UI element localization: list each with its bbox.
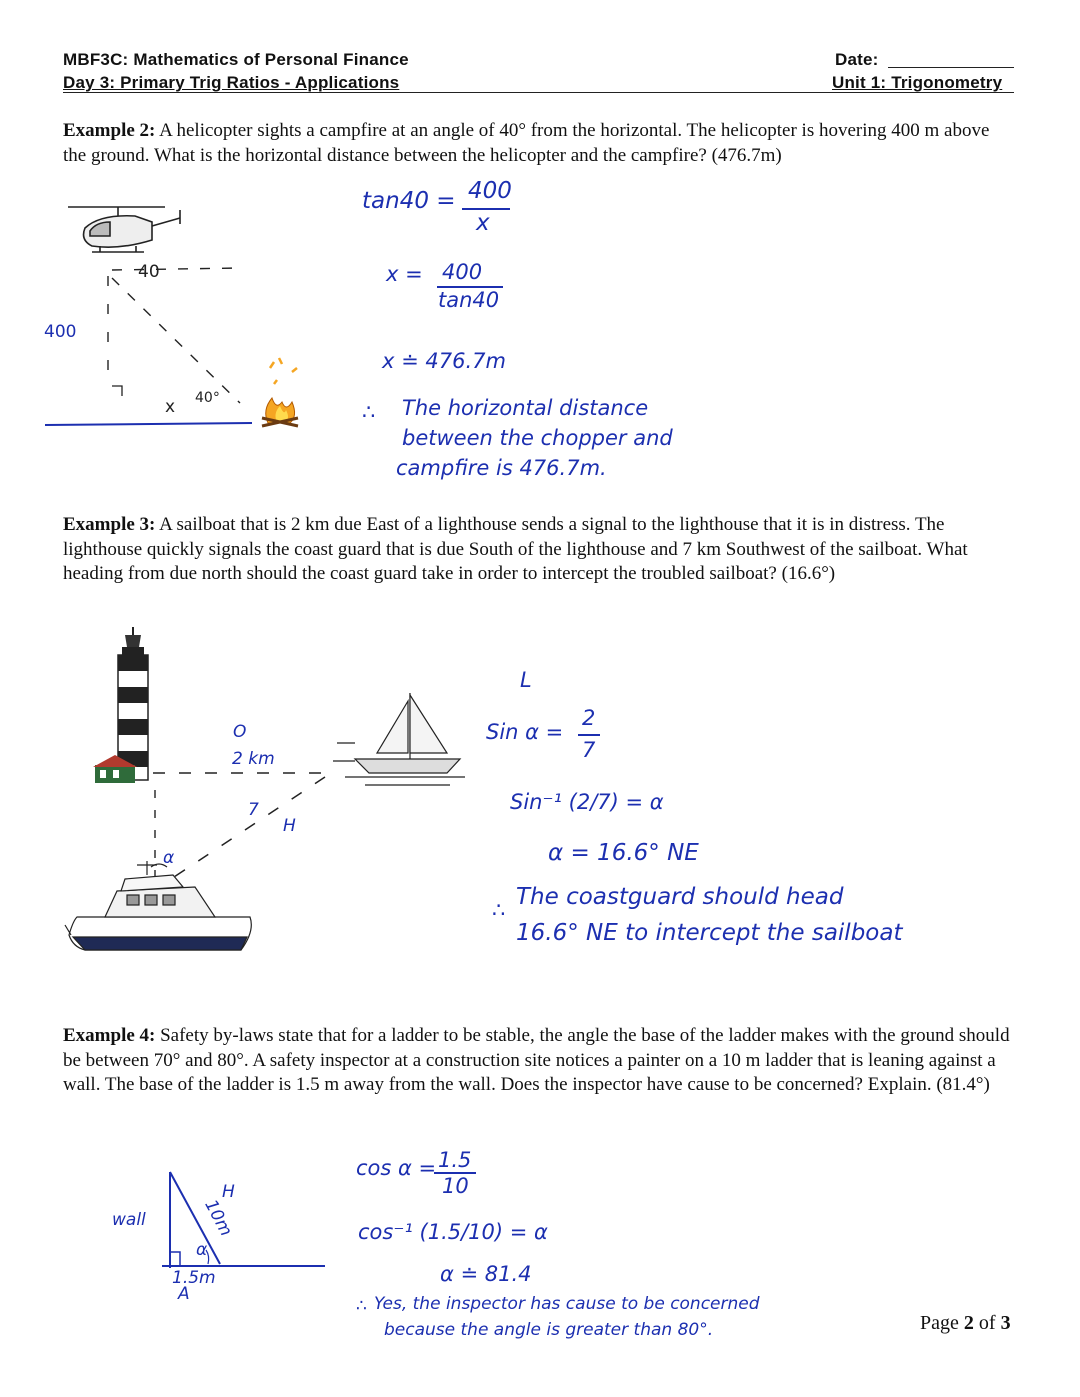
x-label: x bbox=[165, 397, 176, 417]
sailboat-icon bbox=[333, 693, 465, 785]
ex2-result: x ≐ 476.7m bbox=[382, 349, 506, 373]
height-label: 400 bbox=[44, 322, 77, 342]
page-total: 3 bbox=[1000, 1312, 1011, 1334]
ex3-therefore: ∴ bbox=[492, 898, 506, 922]
ex4-result: α ≐ 81.4 bbox=[440, 1262, 532, 1286]
ex2-therefore: ∴ bbox=[362, 400, 376, 424]
ex2-conclusion-2: between the chopper and bbox=[402, 426, 673, 450]
ex4-base-label: 1.5m bbox=[172, 1268, 216, 1288]
ex2-x-num: 400 bbox=[442, 260, 483, 284]
ex3-distance-label: 2 km bbox=[232, 749, 275, 769]
ex3-inverse: Sin⁻¹ (2/7) = α bbox=[510, 790, 664, 814]
ex2-conclusion-1: The horizontal distance bbox=[402, 396, 649, 420]
ground-line bbox=[45, 423, 252, 425]
ex3-l-marker: L bbox=[520, 668, 532, 692]
example4-prompt bbox=[63, 1024, 1013, 1098]
ex3-sin-num: 2 bbox=[582, 706, 596, 730]
ex4-cos-num: 1.5 bbox=[438, 1148, 472, 1172]
ex2-tan-den: x bbox=[476, 210, 490, 236]
ex4-inverse: cos⁻¹ (1.5/10) = α bbox=[358, 1220, 548, 1244]
helicopter-diagram bbox=[40, 188, 370, 448]
ex3-result: α = 16.6° NE bbox=[548, 840, 699, 866]
ex2-x-left: x = bbox=[386, 262, 423, 286]
lighthouse-icon bbox=[93, 627, 148, 783]
ex4-conclusion-1: Yes, the inspector has cause to be concerned bbox=[374, 1294, 760, 1314]
ex3-hyp-label: 7 bbox=[248, 800, 259, 820]
course-title: MBF3C: Mathematics of Personal Finance bbox=[63, 50, 409, 69]
hypotenuse-dash-line bbox=[165, 777, 325, 883]
page-current: 2 bbox=[963, 1312, 974, 1334]
ex2-x-den: tan40 bbox=[438, 288, 500, 312]
ex2-conclusion-3: campfire is 476.7m. bbox=[396, 456, 607, 480]
ex3-sin-den: 7 bbox=[582, 738, 596, 762]
lesson-title: Day 3: Primary Trig Ratios - Applications bbox=[63, 73, 400, 92]
date-label: Date: bbox=[835, 50, 879, 69]
coastguard-boat-icon bbox=[65, 861, 251, 950]
example3-text: A sailboat that is 2 km due East of a lighthouse sends a signal to the lighthouse that it is in distress. The lighthouse quickly signals the coast guard that is due South of the lighthouse and 7 km Southwest of the sailboat. What heading from due north should the coast guard take in order to intercept the troubled sailboat? (16.6°) bbox=[63, 514, 968, 584]
ex3-conclusion-2: 16.6° NE to intercept the sailboat bbox=[516, 920, 903, 946]
ex3-conclusion-1: The coastguard should head bbox=[516, 884, 844, 910]
example2-prompt bbox=[63, 119, 1013, 168]
helicopter-icon bbox=[68, 207, 180, 252]
ex2-tan-left: tan40 = bbox=[362, 188, 456, 214]
date-blank-line bbox=[888, 67, 1014, 68]
unit-title: Unit 1: Trigonometry bbox=[832, 73, 1003, 92]
example2-label: Example 2: bbox=[63, 120, 156, 141]
angle-of-depression-line bbox=[112, 268, 240, 403]
example3-label: Example 3: bbox=[63, 514, 156, 535]
header-rule bbox=[63, 92, 1014, 93]
example2-text: A helicopter sights a campfire at an angle of 40° from the horizontal. The helicopter is hovering 400 m above the ground. What is the horizontal distance between the helicopter and the campfire? (476.7m) bbox=[63, 120, 990, 166]
lighthouse-diagram bbox=[55, 625, 475, 970]
ex4-cos-den: 10 bbox=[442, 1174, 469, 1198]
ex4-conclusion-2: because the angle is greater than 80°. bbox=[384, 1320, 714, 1340]
ladder-length-label: 10m bbox=[200, 1196, 236, 1240]
page-number bbox=[920, 1312, 1011, 1335]
ex3-hyp-marker: H bbox=[283, 816, 296, 836]
ex3-sin-left: Sin α = bbox=[486, 720, 564, 744]
angle-ground-label: 40° bbox=[195, 390, 220, 406]
ex3-opp-marker: O bbox=[233, 722, 247, 742]
ex3-angle-label: α bbox=[163, 848, 175, 868]
example4-text: Safety by-laws state that for a ladder to be stable, the angle the base of the ladder makes with the ground should be between 70° and 80°. A safety inspector at a construction site notices a painter on a 10 m ladder that is leaning against a wall. The base of the ladder is 1.5 m away from the wall. Does the inspector have cause to be concerned? Explain. (81.4°) bbox=[63, 1025, 1010, 1095]
ex4-cos-left: cos α = bbox=[356, 1156, 437, 1180]
ex3-sin-frac-bar bbox=[578, 734, 600, 736]
ex4-adj-marker: A bbox=[178, 1284, 190, 1304]
ex4-angle-label: α bbox=[196, 1240, 208, 1260]
ex2-tan-num: 400 bbox=[468, 178, 512, 204]
example3-prompt bbox=[63, 513, 1013, 587]
ex4-therefore: ∴ bbox=[356, 1296, 367, 1316]
right-angle-mark-4 bbox=[170, 1252, 180, 1266]
wall-label: wall bbox=[112, 1210, 146, 1230]
example4-label: Example 4: bbox=[63, 1025, 156, 1046]
page-prefix: Page bbox=[920, 1312, 959, 1334]
ex4-hyp-marker: H bbox=[222, 1182, 235, 1202]
right-angle-mark bbox=[112, 386, 122, 396]
angle-top-label: 40 bbox=[138, 262, 160, 282]
campfire-icon bbox=[262, 358, 298, 426]
page-of: of bbox=[978, 1312, 996, 1334]
